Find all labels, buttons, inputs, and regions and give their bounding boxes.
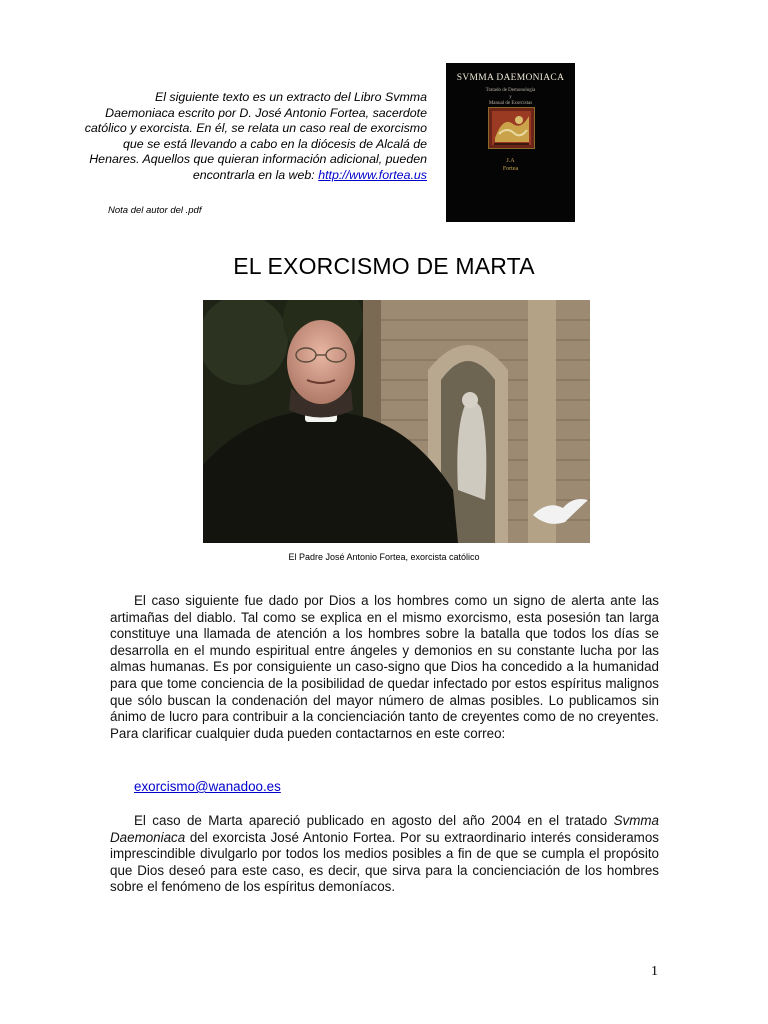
cover-author <box>446 157 575 173</box>
intro-text: El siguiente texto es un extracto del Libro Svmma Daemoniaca escrito por D. José Antonio Fortea, sacerdote católico y exorcista. En él, se relata un caso real de exorcismo que se está llevando a cabo en la diócesis de Alcalá de Henares. Aquellos que quieran información adicional, pueden encontrarla en la web: <box>84 90 427 182</box>
email-link[interactable]: exorcismo@wanadoo.es <box>134 779 281 794</box>
intro-note <box>84 90 427 184</box>
photo-caption: El Padre José Antonio Fortea, exorcista católico <box>288 552 480 562</box>
cover-author-line: Fortea <box>502 166 519 172</box>
cover-title: SVMMA DAEMONIACA <box>456 73 565 83</box>
cover-subtitle-line: y <box>509 94 512 100</box>
photo-priest <box>203 300 590 543</box>
paragraph-2-text: El caso de Marta apareció publicado en agosto del año 2004 en el tratado <box>134 813 608 828</box>
paragraph-2 <box>110 813 659 896</box>
paragraph-1 <box>110 593 659 742</box>
paragraph-2-text-rest: del exorcista José Antonio Fortea. Por su extraordinario interés consideramos imprescindible divulgarlo por todos los medios posibles a fin de que se cumpla el propósito que Dios deseó para este caso, es decir, que sirva para la concienciación de los hombres sobre el fenómeno de los espíritus demoníacos. <box>110 829 659 895</box>
cover-author-line: J.A <box>506 158 515 164</box>
website-link[interactable]: http://www.fortea.us <box>318 167 427 182</box>
cover-artwork <box>488 107 535 149</box>
pdf-author-note: Nota del autor del .pdf <box>108 205 202 216</box>
cover-subtitle-line: Manual de Exorcistas <box>488 101 533 106</box>
photo-illustration <box>203 300 590 543</box>
book-cover <box>446 63 575 222</box>
book-title-italic: Svmma Daemoniaca <box>110 813 659 845</box>
cover-subtitle-line: Tratado de Demonología <box>485 88 536 93</box>
paragraph-1-text: El caso siguiente fue dado por Dios a los hombres como un signo de alerta ante las artimañas del diablo. Tal como se explica en el mismo exorcismo, esta posesión tan larga constituye una llamada de atención a los hombres sobre la batalla que todos los días se desarrolla en el mundo espiritual entre ángeles y demonios en su constante lucha por las almas humanas. Es por consiguiente un caso-signo que Dios ha concedido a la humanidad para que tome conciencia de la posibilidad de quedar infectado por estos espíritus malignos que sólo buscan la condenación del mayor número de almas posibles. Lo publicamos sin ánimo de lucro para contribuir a la concienciación tanto de creyentes como de no creyentes. Para clarificar cualquier duda pueden contactarnos en este correo: <box>110 593 659 741</box>
document-title: EL EXORCISMO DE MARTA <box>233 253 535 279</box>
page-number: 1 <box>651 964 658 979</box>
cover-subtitle <box>446 88 575 108</box>
